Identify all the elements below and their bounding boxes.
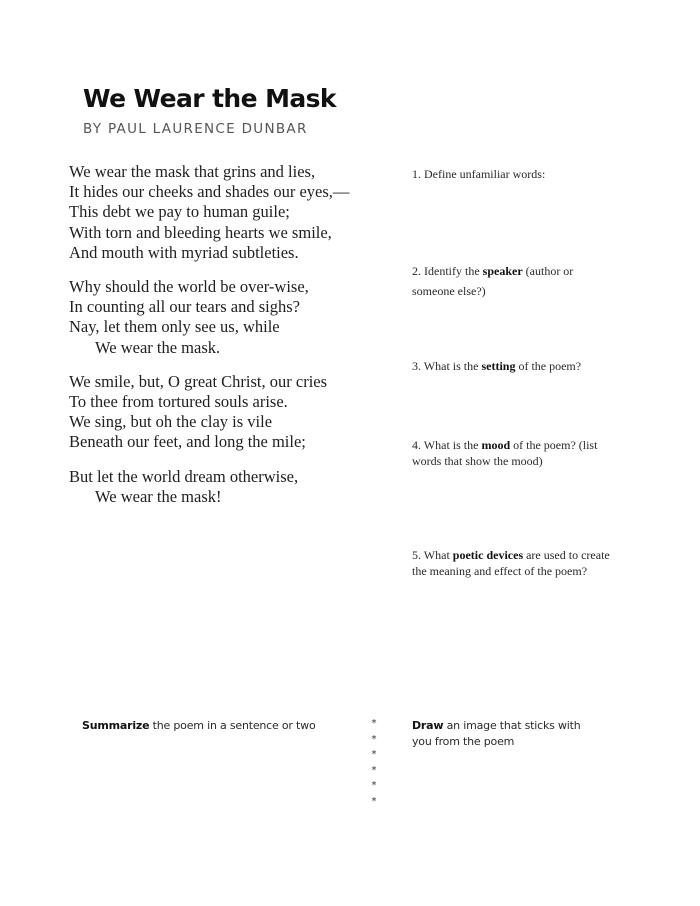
question-text: What is the	[423, 438, 482, 452]
prompt-text: an image that sticks with you from the poem	[412, 719, 581, 748]
question-number: 4.	[412, 438, 421, 452]
poem-line: We wear the mask that grins and lies,	[69, 162, 316, 181]
poem-text	[69, 162, 389, 521]
question-number: 5.	[412, 548, 421, 562]
prompt-keyword: Summarize	[82, 719, 150, 732]
question-text: of the poem?	[515, 359, 582, 373]
question-keyword: setting	[481, 359, 516, 373]
asterisk-icon: *	[371, 718, 377, 729]
asterisk-icon: *	[371, 780, 377, 792]
poem-line: And mouth with myriad subtleties.	[69, 242, 299, 262]
poem-line: With torn and bleeding hearts we smile,	[69, 222, 332, 242]
question-keyword: poetic devices	[452, 548, 524, 562]
poem-line: This debt we pay to human guile;	[69, 202, 290, 222]
question-poetic-devices	[412, 547, 612, 579]
stanza-4	[69, 467, 389, 507]
stanza-2	[69, 277, 389, 358]
question-keyword: speaker	[482, 264, 523, 278]
poem-refrain-line: We wear the mask.	[95, 337, 221, 357]
question-text: are used to create the meaning and effect of the poem?	[412, 548, 610, 578]
question-speaker	[412, 262, 612, 301]
summarize-prompt	[82, 718, 315, 734]
poem-refrain-line: We wear the mask!	[95, 486, 222, 506]
asterisk-icon: *	[371, 764, 377, 776]
asterisk-divider	[369, 716, 379, 810]
stanza-1	[69, 162, 389, 263]
question-text: of the poem? (list words that show the mood)	[412, 438, 598, 468]
prompt-keyword: Draw	[412, 719, 444, 732]
question-text: (author or someone else?)	[412, 264, 574, 298]
stanza-3	[69, 372, 389, 453]
question-text: What	[423, 548, 453, 562]
poem-byline: BY PAUL LAURENCE DUNBAR	[83, 121, 308, 137]
poem-line: Why should the world be over-wise,	[69, 277, 309, 297]
poem-line: It hides our cheeks and shades our eyes,—	[69, 182, 350, 202]
poem-title: We Wear the Mask	[83, 84, 336, 113]
asterisk-icon: *	[371, 795, 377, 807]
prompt-text: the poem in a sentence or two	[149, 719, 316, 732]
question-number: 2.	[412, 264, 421, 278]
asterisk-icon: *	[371, 733, 377, 745]
question-number: 1.	[412, 167, 421, 181]
question-setting	[412, 358, 612, 374]
question-mood	[412, 437, 612, 469]
poem-line: To thee from tortured souls arise.	[69, 392, 288, 412]
poem-line: We smile, but, O great Christ, our cries	[69, 371, 328, 391]
poem-line: But let the world dream otherwise,	[69, 466, 299, 486]
question-define-words	[412, 166, 612, 182]
question-text: Identify the	[424, 264, 483, 278]
poem-line: Beneath our feet, and long the mile;	[69, 432, 306, 452]
question-keyword: mood	[481, 438, 511, 452]
poem-line: We sing, but oh the clay is vile	[69, 412, 273, 432]
question-text: Define unfamiliar words:	[424, 167, 546, 181]
draw-prompt	[412, 718, 602, 749]
poem-line: In counting all our tears and sighs?	[69, 297, 300, 317]
poem-line: Nay, let them only see us, while	[69, 317, 280, 337]
question-number: 3.	[412, 359, 421, 373]
question-text: What is the	[423, 359, 482, 373]
asterisk-icon: *	[371, 749, 377, 761]
